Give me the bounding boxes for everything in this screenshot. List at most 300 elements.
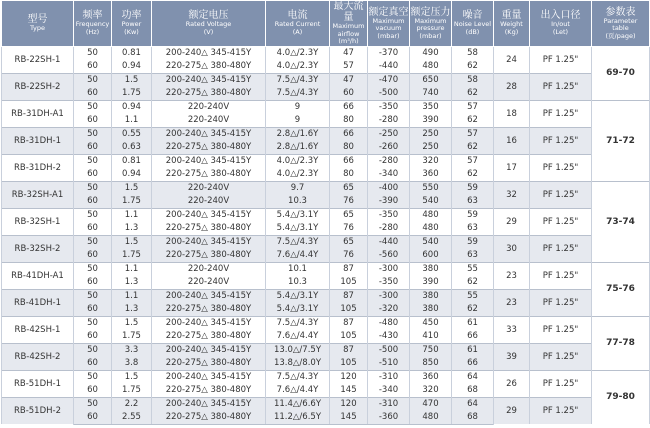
vacuum-cell: -310 [368,370,410,384]
header-en: In/out (Let) [551,20,570,36]
frequency-cell: 50 [74,370,112,384]
airflow-cell: 47 [330,46,368,60]
airflow-cell: 57 [330,60,368,74]
vacuum-cell: -510 [368,357,410,371]
frequency-cell: 50 [74,289,112,303]
vacuum-cell: -350 [368,208,410,222]
header-power [112,1,152,47]
current-cell: 10.3 [266,195,330,209]
weight-cell: 29 [494,208,530,235]
current-cell: 5.4△/3.1Y [266,222,330,236]
noise-cell: 57 [452,127,494,141]
header-weight [494,1,530,47]
airflow-cell: 120 [330,397,368,411]
header-frequency [74,1,112,47]
weight-cell: 30 [494,235,530,262]
pressure-cell: 390 [410,114,452,128]
airflow-cell: 87 [330,316,368,330]
model-cell: RB-42SH-2 [2,343,74,370]
vacuum-cell: -320 [368,303,410,317]
weight-cell: 18 [494,100,530,127]
noise-cell: 62 [452,276,494,290]
power-cell: 1.75 [112,384,152,398]
frequency-cell: 60 [74,168,112,182]
power-cell: 1.3 [112,303,152,317]
noise-cell: 63 [452,249,494,263]
frequency-cell: 50 [74,343,112,357]
current-cell: 5.4△/3.1Y [266,208,330,222]
current-cell: 9 [266,100,330,114]
power-cell: 1.1 [112,262,152,276]
inout-cell: PF 1.25" [530,181,592,208]
noise-cell: 62 [452,303,494,317]
vacuum-cell: -440 [368,235,410,249]
noise-cell: 63 [452,195,494,209]
voltage-cell: 220-275△ 380-480Y [152,411,266,425]
voltage-cell: 200-240△ 345-415Y [152,127,266,141]
pressure-cell: 320 [410,154,452,168]
inout-cell: PF 1.25" [530,397,592,424]
weight-cell: 33 [494,316,530,343]
current-cell: 5.4△/3.1Y [266,303,330,317]
power-cell: 1.75 [112,195,152,209]
page-ref-cell: 69-70 [592,46,650,100]
voltage-cell: 220-275△ 380-480Y [152,222,266,236]
airflow-cell: 80 [330,168,368,182]
power-cell: 0.94 [112,100,152,114]
noise-cell: 62 [452,141,494,155]
table-row [2,343,650,357]
header-en: Noise Level (dB) [453,20,492,36]
power-cell: 1.3 [112,276,152,290]
vacuum-cell: -300 [368,289,410,303]
table-row [2,154,650,168]
weight-cell: 24 [494,46,530,73]
header-cn: 额定真空 [368,6,409,18]
vacuum-cell: -280 [368,114,410,128]
pressure-cell: 480 [410,208,452,222]
frequency-cell: 60 [74,114,112,128]
page-ref-cell: 73-74 [592,181,650,262]
page-ref-cell: 75-76 [592,262,650,316]
table-row [2,370,650,384]
frequency-cell: 60 [74,141,112,155]
table-row [2,73,650,87]
current-cell: 2.8△/1.6Y [266,127,330,141]
airflow-cell: 66 [330,154,368,168]
vacuum-cell: -260 [368,141,410,155]
current-cell: 11.4△/6.6Y [266,397,330,411]
inout-cell: PF 1.25" [530,370,592,397]
current-cell: 13.0△/7.5Y [266,343,330,357]
airflow-cell: 60 [330,87,368,101]
header-cn: 电流 [287,10,308,22]
model-cell: RB-31DH-1 [2,127,74,154]
frequency-cell: 50 [74,262,112,276]
model-cell: RB-51DH-1 [2,370,74,397]
header-max-airflow [330,1,368,47]
pressure-cell: 250 [410,127,452,141]
vacuum-cell: -350 [368,100,410,114]
inout-cell: PF 1.25" [530,262,592,289]
model-cell: RB-32SH-2 [2,235,74,262]
voltage-cell: 220-240V [152,276,266,290]
header-max-vacuum [368,1,410,47]
pressure-cell: 480 [410,60,452,74]
voltage-cell: 220-275△ 380-480Y [152,330,266,344]
model-cell: RB-51DH-2 [2,397,74,424]
voltage-cell: 220-240V [152,262,266,276]
noise-cell: 62 [452,168,494,182]
power-cell: 0.94 [112,168,152,182]
vacuum-cell: -370 [368,46,410,60]
noise-cell: 66 [452,330,494,344]
voltage-cell: 200-240△ 345-415Y [152,208,266,222]
noise-cell: 66 [452,357,494,371]
header-cn: 重量 [501,10,522,22]
model-cell: RB-22SH-1 [2,46,74,73]
frequency-cell: 50 [74,154,112,168]
weight-cell: 32 [494,181,530,208]
pressure-cell: 600 [410,249,452,263]
weight-cell: 29 [494,397,530,424]
pressure-cell: 320 [410,384,452,398]
header-row [2,1,650,47]
header-cn: 额定电压 [188,10,229,22]
table-row [2,181,650,195]
airflow-cell: 145 [330,384,368,398]
voltage-cell: 200-240△ 345-415Y [152,154,266,168]
voltage-cell: 220-240V [152,195,266,209]
header-rated-current [266,1,330,47]
model-cell: RB-32SH-1 [2,208,74,235]
frequency-cell: 60 [74,195,112,209]
model-cell: RB-31DH-2 [2,154,74,181]
pressure-cell: 360 [410,370,452,384]
airflow-cell: 87 [330,262,368,276]
header-cn: 最大流量 [333,1,364,23]
airflow-cell: 80 [330,141,368,155]
noise-cell: 55 [452,289,494,303]
model-cell: RB-31DH-A1 [2,100,74,127]
inout-cell: PF 1.25" [530,73,592,100]
pressure-cell: 740 [410,87,452,101]
header-parameter-table [592,1,650,47]
header-cn: 额定压力 [410,6,451,18]
table-row [2,127,650,141]
power-cell: 2.55 [112,411,152,425]
frequency-cell: 60 [74,87,112,101]
model-cell: RB-22SH-2 [2,73,74,100]
vacuum-cell: -350 [368,276,410,290]
voltage-cell: 200-240△ 345-415Y [152,289,266,303]
power-cell: 0.55 [112,127,152,141]
header-en: Maximum pressure (mbar) [414,16,447,40]
power-cell: 1.1 [112,289,152,303]
noise-cell: 59 [452,208,494,222]
header-en: Maximum airflow (m³/h) [332,22,365,45]
frequency-cell: 60 [74,411,112,425]
header-en: Type [30,24,45,32]
frequency-cell: 50 [74,127,112,141]
power-cell: 0.81 [112,46,152,60]
frequency-cell: 60 [74,303,112,317]
noise-cell: 58 [452,46,494,60]
current-cell: 7.6△/4.4Y [266,249,330,263]
voltage-cell: 220-240V [152,181,266,195]
current-cell: 9.7 [266,181,330,195]
voltage-cell: 200-240△ 345-415Y [152,397,266,411]
inout-cell: PF 1.25" [530,208,592,235]
current-cell: 7.5△/4.3Y [266,235,330,249]
vacuum-cell: -280 [368,222,410,236]
noise-cell: 57 [452,100,494,114]
pressure-cell: 480 [410,411,452,425]
power-cell: 1.5 [112,73,152,87]
voltage-cell: 200-240△ 345-415Y [152,235,266,249]
header-en: Rated Current (A) [274,20,321,36]
vacuum-cell: -360 [368,411,410,425]
voltage-cell: 220-275△ 380-480Y [152,87,266,101]
page-ref-cell: 79-80 [592,370,650,424]
voltage-cell: 200-240△ 345-415Y [152,316,266,330]
vacuum-cell: -430 [368,330,410,344]
vacuum-cell: -310 [368,397,410,411]
airflow-cell: 145 [330,411,368,425]
airflow-cell: 66 [330,127,368,141]
frequency-cell: 60 [74,330,112,344]
power-cell: 3.3 [112,343,152,357]
power-cell: 1.5 [112,316,152,330]
noise-cell: 59 [452,235,494,249]
current-cell: 4.0△/2.3Y [266,154,330,168]
weight-cell: 39 [494,343,530,370]
frequency-cell: 50 [74,100,112,114]
voltage-cell: 200-240△ 345-415Y [152,46,266,60]
airflow-cell: 105 [330,357,368,371]
current-cell: 5.4△/3.1Y [266,289,330,303]
current-cell: 4.0△/2.3Y [266,168,330,182]
header-en: Frequency (Hz) [75,20,110,36]
frequency-cell: 50 [74,397,112,411]
voltage-cell: 200-240△ 345-415Y [152,343,266,357]
header-en: Weight (Kg) [500,20,523,36]
model-cell: RB-32SH-A1 [2,181,74,208]
current-cell: 9 [266,114,330,128]
vacuum-cell: -300 [368,262,410,276]
voltage-cell: 220-275△ 380-480Y [152,357,266,371]
inout-cell: PF 1.25" [530,316,592,343]
pressure-cell: 380 [410,262,452,276]
power-cell: 1.3 [112,222,152,236]
header-cn: 参数表 [605,6,636,18]
model-cell: RB-41DH-A1 [2,262,74,289]
pressure-cell: 750 [410,343,452,357]
noise-cell: 63 [452,222,494,236]
power-cell: 1.75 [112,330,152,344]
inout-cell: PF 1.25" [530,343,592,370]
current-cell: 4.0△/2.3Y [266,60,330,74]
pressure-cell: 450 [410,316,452,330]
current-cell: 7.5△/4.3Y [266,370,330,384]
inout-cell: PF 1.25" [530,46,592,73]
header-noise-level [452,1,494,47]
spec-table [1,0,650,425]
model-cell: RB-42SH-1 [2,316,74,343]
power-cell: 1.75 [112,249,152,263]
pressure-cell: 410 [410,330,452,344]
voltage-cell: 220-275△ 380-480Y [152,249,266,263]
pressure-cell: 490 [410,46,452,60]
current-cell: 11.2△/6.5Y [266,411,330,425]
voltage-cell: 220-240V [152,114,266,128]
power-cell: 1.5 [112,370,152,384]
current-cell: 10.1 [266,262,330,276]
voltage-cell: 220-240V [152,100,266,114]
frequency-cell: 60 [74,249,112,263]
voltage-cell: 200-240△ 345-415Y [152,370,266,384]
airflow-cell: 105 [330,276,368,290]
weight-cell: 17 [494,154,530,181]
table-row [2,100,650,114]
weight-cell: 28 [494,73,530,100]
inout-cell: PF 1.25" [530,100,592,127]
current-cell: 13.8△/8.0Y [266,357,330,371]
frequency-cell: 50 [74,181,112,195]
pressure-cell: 380 [410,303,452,317]
noise-cell: 62 [452,60,494,74]
header-en: Parameter table (页/page) [603,16,638,40]
pressure-cell: 350 [410,100,452,114]
noise-cell: 55 [452,262,494,276]
vacuum-cell: -440 [368,60,410,74]
current-cell: 7.5△/4.3Y [266,87,330,101]
frequency-cell: 50 [74,235,112,249]
frequency-cell: 60 [74,276,112,290]
power-cell: 1.75 [112,87,152,101]
vacuum-cell: -250 [368,127,410,141]
power-cell: 1.1 [112,114,152,128]
frequency-cell: 60 [74,384,112,398]
noise-cell: 64 [452,370,494,384]
frequency-cell: 50 [74,316,112,330]
airflow-cell: 105 [330,303,368,317]
voltage-cell: 220-275△ 380-480Y [152,303,266,317]
current-cell: 7.6△/4.4Y [266,330,330,344]
pressure-cell: 360 [410,168,452,182]
vacuum-cell: -390 [368,195,410,209]
table-row [2,397,650,411]
header-cn: 出入口径 [540,10,581,22]
table-row [2,316,650,330]
vacuum-cell: -480 [368,316,410,330]
power-cell: 1.1 [112,208,152,222]
airflow-cell: 65 [330,208,368,222]
model-cell: RB-41DH-1 [2,289,74,316]
header-type [2,1,74,47]
weight-cell: 16 [494,127,530,154]
header-en: Power (Kw) [121,20,142,36]
pressure-cell: 250 [410,141,452,155]
vacuum-cell: -280 [368,154,410,168]
current-cell: 10.3 [266,276,330,290]
noise-cell: 62 [452,114,494,128]
noise-cell: 68 [452,411,494,425]
noise-cell: 61 [452,343,494,357]
inout-cell: PF 1.25" [530,127,592,154]
noise-cell: 57 [452,154,494,168]
current-cell: 7.5△/4.3Y [266,73,330,87]
airflow-cell: 87 [330,343,368,357]
power-cell: 0.81 [112,154,152,168]
airflow-cell: 76 [330,249,368,263]
noise-cell: 58 [452,73,494,87]
power-cell: 0.63 [112,141,152,155]
weight-cell: 23 [494,289,530,316]
pressure-cell: 390 [410,276,452,290]
vacuum-cell: -340 [368,168,410,182]
power-cell: 3.8 [112,357,152,371]
airflow-cell: 76 [330,222,368,236]
airflow-cell: 65 [330,181,368,195]
frequency-cell: 60 [74,60,112,74]
pressure-cell: 470 [410,397,452,411]
inout-cell: PF 1.25" [530,154,592,181]
power-cell: 1.5 [112,181,152,195]
page-ref-cell: 71-72 [592,100,650,181]
pressure-cell: 540 [410,235,452,249]
frequency-cell: 60 [74,222,112,236]
vacuum-cell: -400 [368,181,410,195]
pressure-cell: 540 [410,195,452,209]
header-cn: 型号 [27,14,48,25]
table-row [2,262,650,276]
frequency-cell: 50 [74,46,112,60]
pressure-cell: 650 [410,73,452,87]
voltage-cell: 200-240△ 345-415Y [152,73,266,87]
power-cell: 2.2 [112,397,152,411]
inout-cell: PF 1.25" [530,289,592,316]
airflow-cell: 76 [330,195,368,209]
pressure-cell: 380 [410,289,452,303]
airflow-cell: 65 [330,235,368,249]
vacuum-cell: -500 [368,87,410,101]
current-cell: 7.6△/4.4Y [266,384,330,398]
table-row [2,208,650,222]
header-inout [530,1,592,47]
voltage-cell: 220-275△ 380-480Y [152,384,266,398]
table-row [2,46,650,60]
voltage-cell: 220-275△ 380-480Y [152,168,266,182]
airflow-cell: 120 [330,370,368,384]
noise-cell: 59 [452,181,494,195]
table-row [2,289,650,303]
noise-cell: 62 [452,87,494,101]
pressure-cell: 550 [410,181,452,195]
vacuum-cell: -470 [368,73,410,87]
power-cell: 1.5 [112,235,152,249]
frequency-cell: 50 [74,208,112,222]
header-max-pressure [410,1,452,47]
current-cell: 2.8△/1.6Y [266,141,330,155]
header-en: Rated Voltage (V) [185,20,232,36]
frequency-cell: 60 [74,357,112,371]
vacuum-cell: -560 [368,249,410,263]
noise-cell: 64 [452,397,494,411]
power-cell: 0.94 [112,60,152,74]
airflow-cell: 80 [330,114,368,128]
current-cell: 4.0△/2.3Y [266,46,330,60]
